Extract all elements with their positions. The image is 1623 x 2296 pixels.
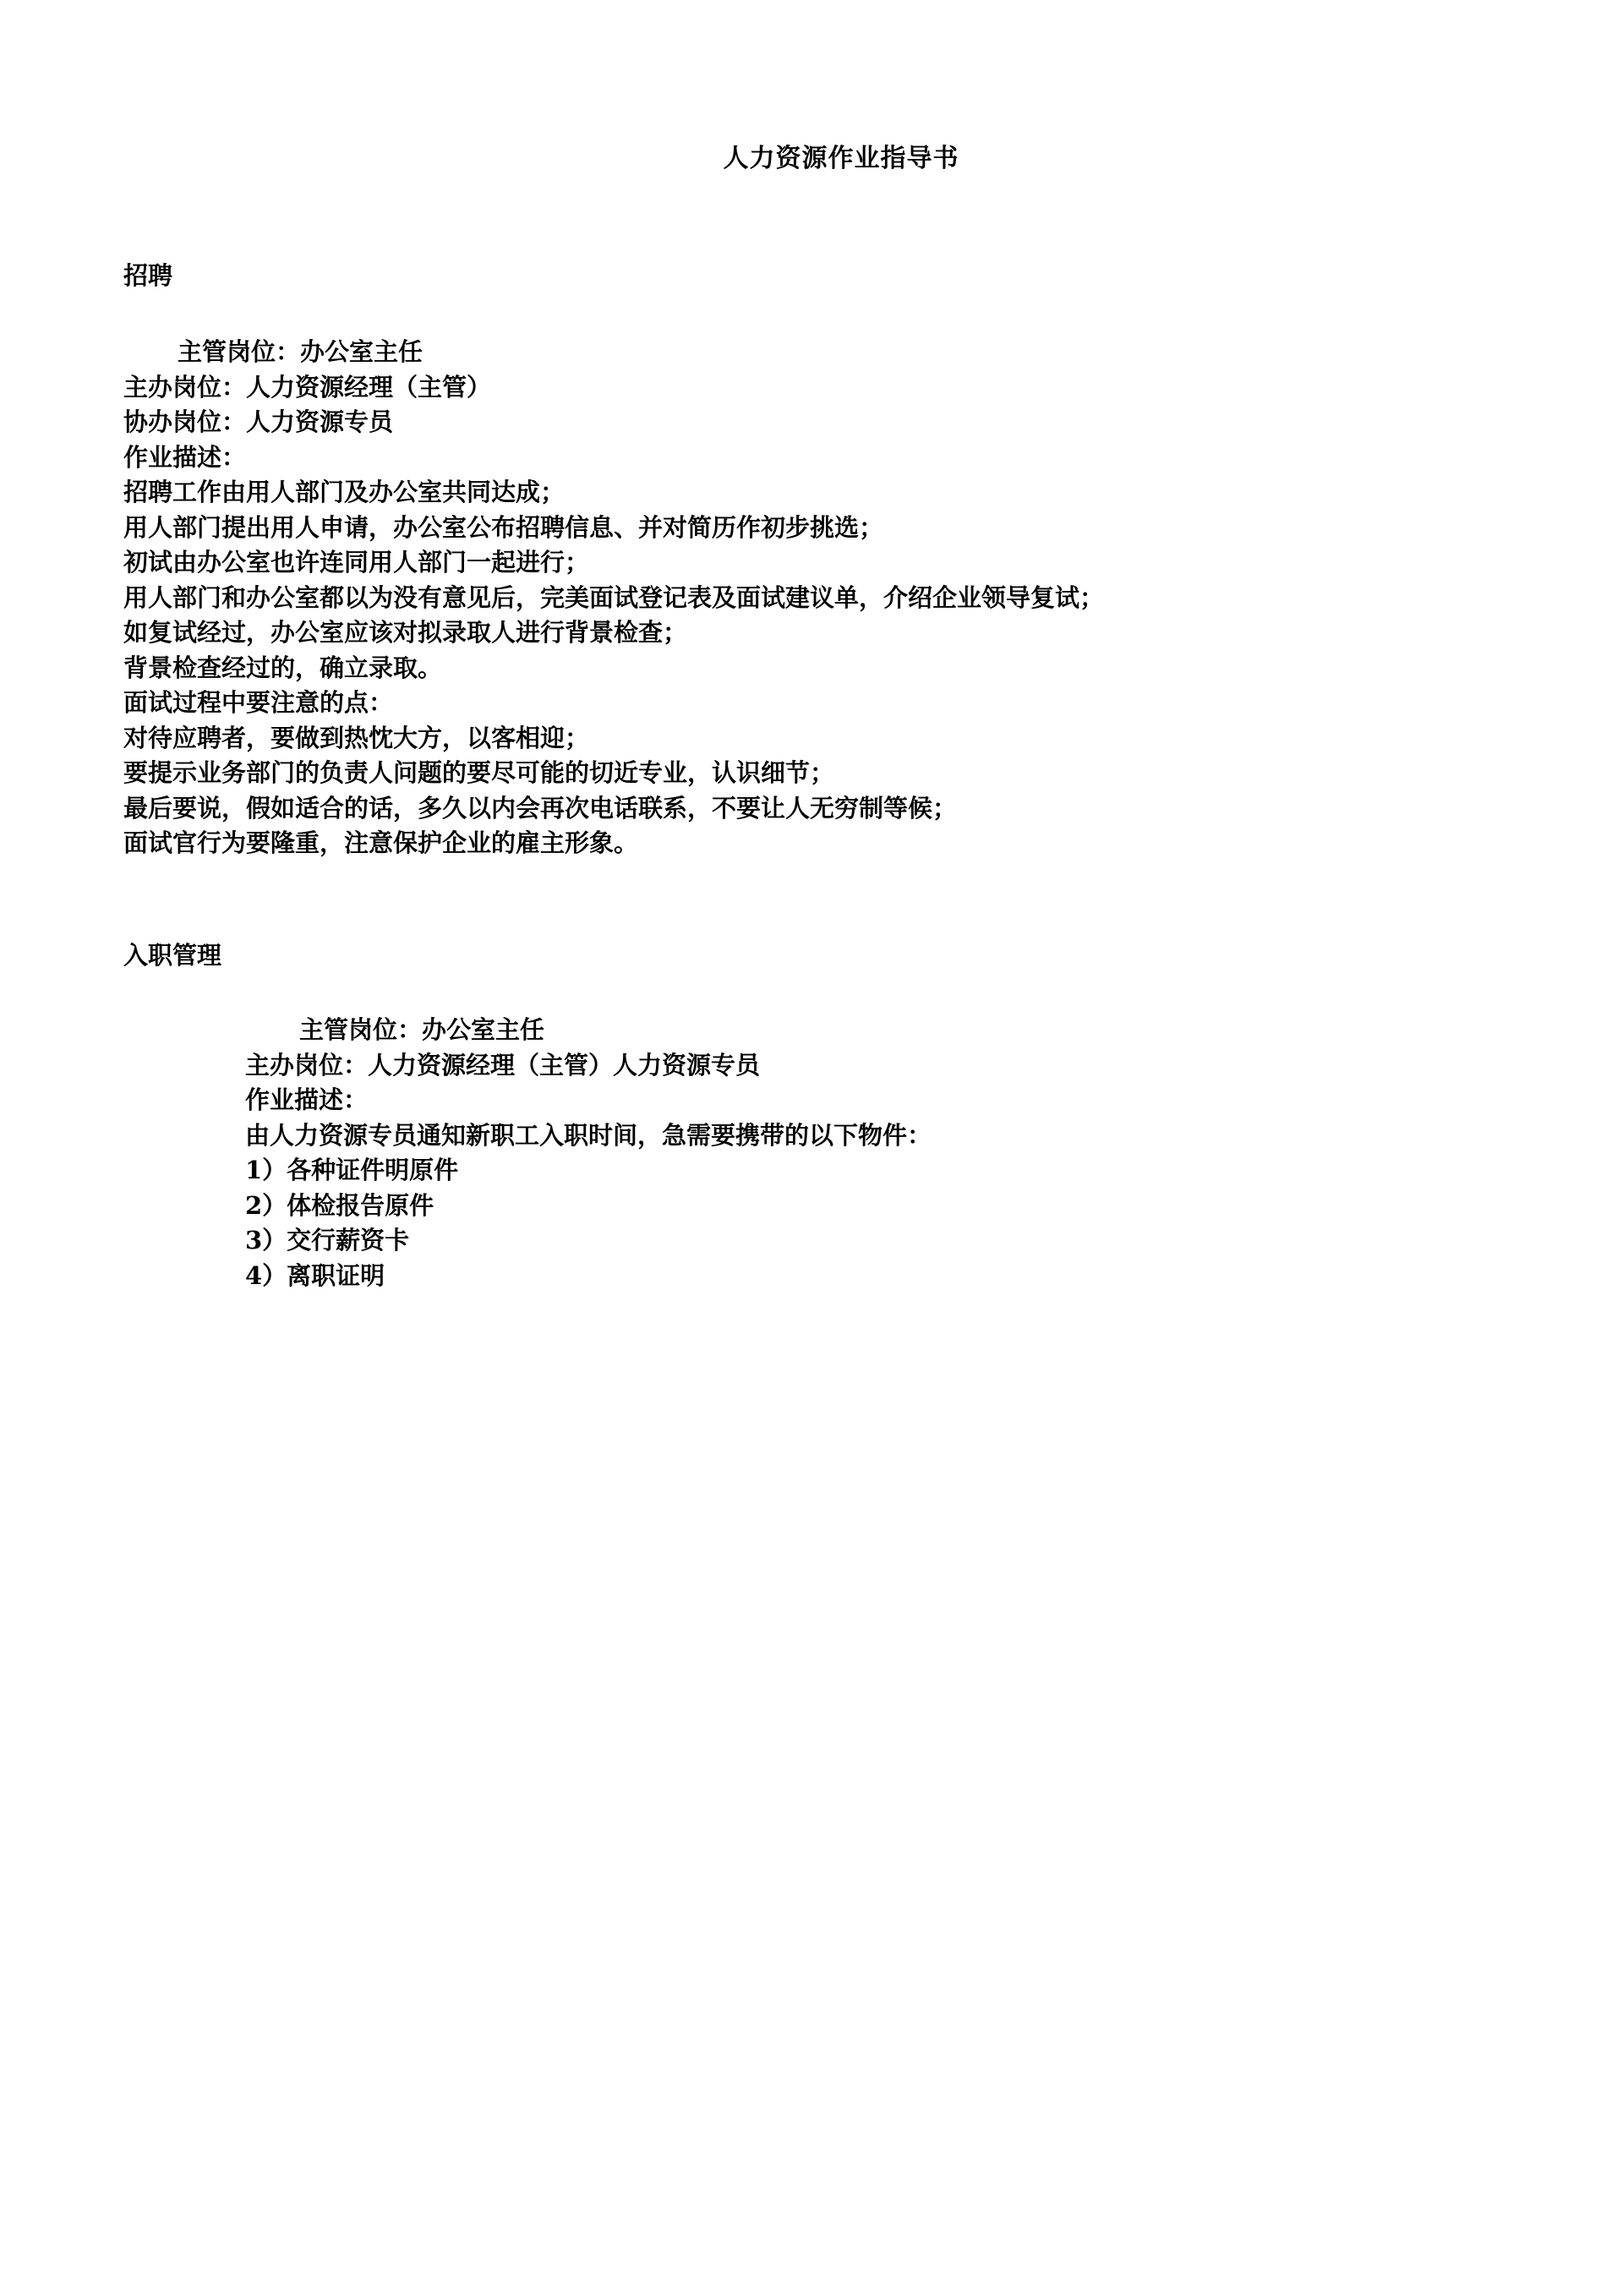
text-line: 协办岗位：人力资源专员 xyxy=(123,407,394,436)
text-line: 招聘工作由用人部门及办公室共同达成； xyxy=(123,478,566,506)
text-line: 主管岗位：办公室主任 xyxy=(299,1015,545,1044)
text-line: 作业描述： xyxy=(123,442,247,472)
list-item: 3）交行薪资卡 xyxy=(245,1226,410,1255)
section-body-onboarding xyxy=(245,1013,932,1293)
section-heading-onboarding: 入职管理 xyxy=(123,941,222,970)
text-line: 主办岗位：人力资源经理（主管）人力资源专员 xyxy=(245,1050,761,1080)
text-line: 如复试经过，办公室应该对拟录取人进行背景检查； xyxy=(123,618,688,647)
text-line: 用人部门和办公室都以为没有意见后，完美面试登记表及面试建议单，介绍企业领导复试； xyxy=(123,582,1105,612)
text-line: 背景检查经过的，确立录取。 xyxy=(123,653,443,682)
text-line: 主办岗位：人力资源经理（主管） xyxy=(123,372,492,402)
list-item: 4）离职证明 xyxy=(245,1260,385,1290)
list-item: 1）各种证件明原件 xyxy=(245,1156,459,1184)
text-line: 作业描述： xyxy=(245,1085,369,1114)
text-line: 面试官行为要隆重，注意保护企业的雇主形象。 xyxy=(123,828,639,857)
text-line: 要提示业务部门的负责人问题的要尽可能的切近专业，认识细节； xyxy=(123,758,835,787)
text-line: 用人部门提出用人申请，办公室公布招聘信息、并对简历作初步挑选； xyxy=(123,512,884,542)
text-line: 初试由办公室也许连同用人部门一起进行； xyxy=(123,548,590,577)
text-line: 对待应聘者，要做到热忱大方，以客相迎； xyxy=(123,723,590,752)
document-title: 人力资源作业指导书 xyxy=(723,144,959,173)
section-heading-recruitment: 招聘 xyxy=(123,261,173,290)
section-body-recruitment xyxy=(123,335,1104,861)
text-line: 主管岗位：办公室主任 xyxy=(178,337,424,366)
text-line: 由人力资源专员通知新职工入职时间，急需要携带的以下物件： xyxy=(245,1120,932,1150)
text-line: 面试过程中要注意的点： xyxy=(123,688,394,717)
list-item: 2）体检报告原件 xyxy=(245,1190,434,1220)
text-line: 最后要说，假如适合的话，多久以内会再次电话联系，不要让人无穷制等候； xyxy=(123,793,958,823)
